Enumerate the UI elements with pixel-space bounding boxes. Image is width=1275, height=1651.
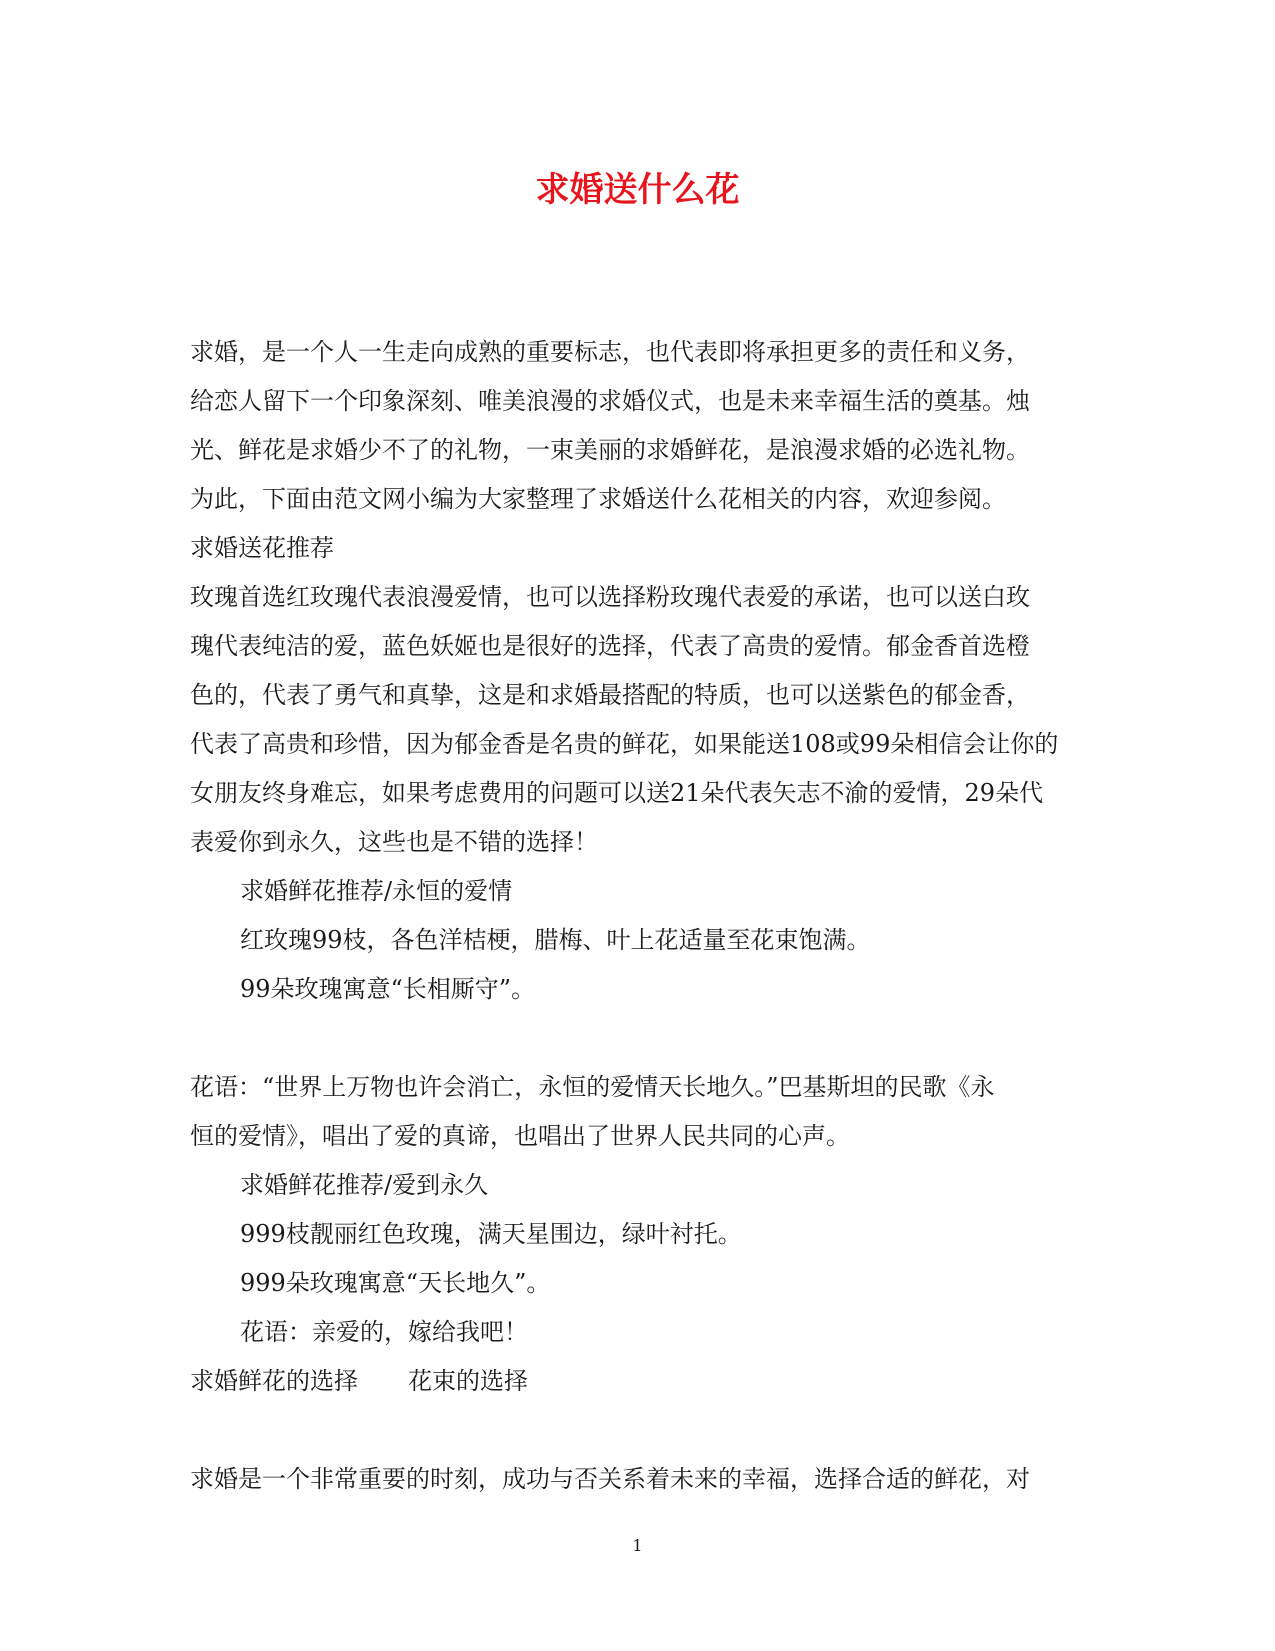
paragraph-line: 女朋友终身难忘，如果考虑费用的问题可以送21朵代表矢志不渝的爱情，29朵代 [190,779,1044,807]
paragraph-line: 表爱你到永久，这些也是不错的选择！ [190,828,598,856]
document-title: 求婚送什么花 [535,170,740,210]
section-heading: 花束的选择 [408,1367,528,1395]
blank-line [190,1406,1080,1455]
paragraph-line: 花语：“世界上万物也许会消亡，永恒的爱情天长地久。”巴基斯坦的民歌《永 [190,1073,995,1101]
paragraph-line: 给恋人留下一个印象深刻、唯美浪漫的求婚仪式，也是未来幸福生活的奠基。烛 [190,387,1030,415]
paragraph-line: 代表了高贵和珍惜，因为郁金香是名贵的鲜花，如果能送108或99朵相信会让你的 [190,730,1059,758]
section-heading-row [190,1357,1080,1406]
paragraph-line: 恒的爱情》，唱出了爱的真谛，也唱出了世界人民共同的心声。 [190,1122,850,1150]
section-heading: 求婚送花推荐 [190,534,334,562]
paragraph-line: 色的，代表了勇气和真挚，这是和求婚最搭配的特质，也可以送紫色的郁金香， [190,681,1030,709]
paragraph-line: 为此，下面由范文网小编为大家整理了求婚送什么花相关的内容，欢迎参阅。 [190,485,1006,513]
paragraph-line: 99朵玫瑰寓意“长相厮守”。 [240,975,536,1003]
paragraph-line: 光、鲜花是求婚少不了的礼物，一束美丽的求婚鲜花，是浪漫求婚的必选礼物。 [190,436,1030,464]
paragraph-line: 999枝靓丽红色玫瑰，满天星围边，绿叶衬托。 [240,1220,742,1248]
document-body [190,328,1080,1504]
paragraph-line: 求婚，是一个人一生走向成熟的重要标志，也代表即将承担更多的责任和义务， [190,338,1030,366]
paragraph-line: 红玫瑰99枝，各色洋桔梗，腊梅、叶上花适量至花束饱满。 [240,926,871,954]
section-heading: 求婚鲜花的选择 [190,1367,358,1395]
paragraph-line: 花语：亲爱的，嫁给我吧！ [240,1318,528,1346]
subsection-heading: 求婚鲜花推荐/爱到永久 [240,1171,489,1199]
paragraph-line: 999朵玫瑰寓意“天长地久”。 [240,1269,551,1297]
paragraph-line: 玫瑰首选红玫瑰代表浪漫爱情，也可以选择粉玫瑰代表爱的承诺，也可以送白玫 [190,583,1030,611]
paragraph-line: 求婚是一个非常重要的时刻，成功与否关系着未来的幸福，选择合适的鲜花，对 [190,1465,1030,1493]
subsection-heading: 求婚鲜花推荐/永恒的爱情 [240,877,513,905]
blank-line [190,1014,1080,1063]
paragraph-line: 瑰代表纯洁的爱，蓝色妖姬也是很好的选择，代表了高贵的爱情。郁金香首选橙 [190,632,1030,660]
page-number: 1 [632,1536,643,1555]
